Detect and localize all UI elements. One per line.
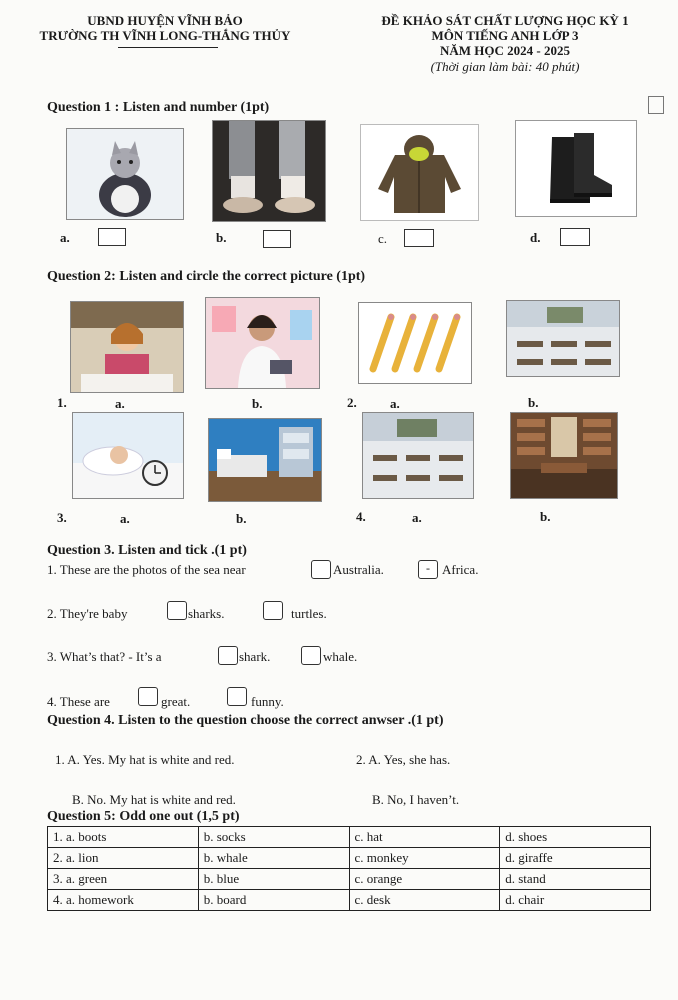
q2-row2-opt-a4: a. bbox=[412, 510, 422, 525]
q1-label-c: c. bbox=[378, 231, 388, 246]
exam-time: (Thời gian làm bài: 40 phút) bbox=[430, 59, 580, 74]
q3-item1-tick-box-2[interactable]: - bbox=[418, 560, 438, 579]
q2-row1-num1: 1. bbox=[57, 395, 67, 410]
header-underline bbox=[118, 47, 218, 48]
q2-row1-num2: 2. bbox=[347, 395, 357, 410]
table-cell: b. board bbox=[198, 890, 349, 911]
table-cell: 2. a. lion bbox=[48, 848, 199, 869]
q2-title: Question 2: Listen and circle the correct picture (1pt) bbox=[47, 269, 366, 284]
q2-row2-num3: 3. bbox=[57, 510, 67, 525]
q1-label-d: d. bbox=[530, 230, 541, 245]
q1-answer-box-b[interactable] bbox=[263, 230, 291, 248]
q2-row2-opt-b3: b. bbox=[236, 511, 247, 526]
table-cell: 4. a. homework bbox=[48, 890, 199, 911]
q2-row1-opt-b2: b. bbox=[528, 395, 539, 410]
q5-title: Question 5: Odd one out (1,5 pt) bbox=[47, 809, 240, 824]
q2-picture-classroom bbox=[506, 300, 620, 377]
q2-picture-library bbox=[510, 412, 618, 499]
q3-item4-text: 4. These are bbox=[47, 694, 110, 709]
school-year: NĂM HỌC 2024 - 2025 bbox=[440, 43, 570, 58]
table-cell: d. stand bbox=[500, 869, 651, 890]
q1-picture-cat bbox=[66, 128, 184, 220]
table-cell: d. shoes bbox=[500, 827, 651, 848]
table-cell: c. monkey bbox=[349, 848, 500, 869]
q1-picture-jacket bbox=[360, 124, 479, 221]
table-row bbox=[48, 827, 651, 848]
table-cell: b. socks bbox=[198, 827, 349, 848]
q4-q1-option-b: B. No. My hat is white and red. bbox=[72, 792, 236, 807]
q3-item4-tick-box-1[interactable] bbox=[138, 687, 158, 706]
table-cell: c. desk bbox=[349, 890, 500, 911]
q3-item3-tick-box-2[interactable] bbox=[301, 646, 321, 665]
q2-row1-opt-a2: a. bbox=[390, 396, 400, 411]
q3-item1-text: 1. These are the photos of the sea near bbox=[47, 562, 246, 577]
odd-one-out-table bbox=[47, 826, 651, 911]
q3-title: Question 3. Listen and tick .(1 pt) bbox=[47, 543, 247, 558]
q1-answer-box-a[interactable] bbox=[98, 228, 126, 246]
q2-row1-opt-b1: b. bbox=[252, 396, 263, 411]
table-row bbox=[48, 890, 651, 911]
q3-item3-opt2: whale. bbox=[323, 649, 358, 664]
school-district: UBND HUYỆN VĨNH BẢO bbox=[87, 13, 243, 28]
table-cell: b. whale bbox=[198, 848, 349, 869]
corner-mark bbox=[648, 96, 664, 114]
q2-row2-num4: 4. bbox=[356, 509, 366, 524]
table-cell: c. hat bbox=[349, 827, 500, 848]
q3-item4-opt1: great. bbox=[161, 694, 191, 709]
q2-row2-opt-a3: a. bbox=[120, 511, 130, 526]
q2-picture-bedroom bbox=[208, 418, 322, 502]
q1-answer-box-d[interactable] bbox=[560, 228, 590, 246]
q3-item2-opt2: turtles. bbox=[291, 606, 327, 621]
q2-row1-opt-a1: a. bbox=[115, 396, 125, 411]
q3-item4-tick-box-2[interactable] bbox=[227, 687, 247, 706]
q3-item1-opt2: Africa. bbox=[442, 562, 479, 577]
q2-row2-opt-b4: b. bbox=[540, 509, 551, 524]
q3-item1-opt1: Australia. bbox=[333, 562, 384, 577]
table-cell: 1. a. boots bbox=[48, 827, 199, 848]
q3-item2-tick-box-1[interactable] bbox=[167, 601, 187, 620]
q2-picture-girl-writing bbox=[70, 301, 184, 393]
q3-item2-text: 2. They're baby bbox=[47, 606, 128, 621]
q1-title: Question 1 : Listen and number (1pt) bbox=[47, 100, 270, 115]
table-cell: d. chair bbox=[500, 890, 651, 911]
school-name: TRƯỜNG TH VĨNH LONG-THẮNG THỦY bbox=[39, 28, 291, 43]
q3-item2-tick-box-2[interactable] bbox=[263, 601, 283, 620]
q1-answer-box-c[interactable] bbox=[404, 229, 434, 247]
q1-label-a: a. bbox=[60, 230, 70, 245]
q1-label-b: b. bbox=[216, 230, 227, 245]
q2-picture-pencils bbox=[358, 302, 472, 384]
table-cell: b. blue bbox=[198, 869, 349, 890]
q1-picture-socks bbox=[212, 120, 326, 222]
exam-title: ĐỀ KHẢO SÁT CHẤT LƯỢNG HỌC KỲ 1 bbox=[381, 13, 629, 28]
q3-item3-tick-box-1[interactable] bbox=[218, 646, 238, 665]
q2-picture-teacher bbox=[205, 297, 320, 389]
q3-item3-opt1: shark. bbox=[239, 649, 271, 664]
q3-item3-text: 3. What’s that? - It’s a bbox=[47, 649, 162, 664]
table-cell: 3. a. green bbox=[48, 869, 199, 890]
q3-item1-tick-box-1[interactable] bbox=[311, 560, 331, 579]
q3-item4-opt2: funny. bbox=[251, 694, 284, 709]
q4-q2-option-a: 2. A. Yes, she has. bbox=[356, 752, 451, 767]
table-cell: c. orange bbox=[349, 869, 500, 890]
q4-q1-option-a: 1. A. Yes. My hat is white and red. bbox=[55, 752, 235, 767]
table-row bbox=[48, 869, 651, 890]
q2-picture-classroom-2 bbox=[362, 412, 474, 499]
q3-item2-opt1: sharks. bbox=[188, 606, 225, 621]
table-cell: d. giraffe bbox=[500, 848, 651, 869]
table-row bbox=[48, 848, 651, 869]
q1-picture-boots bbox=[515, 120, 637, 217]
q4-title: Question 4. Listen to the question choose the correct anwser .(1 pt) bbox=[47, 713, 444, 728]
subject: MÔN TIẾNG ANH LỚP 3 bbox=[431, 28, 579, 43]
q4-q2-option-b: B. No, I haven’t. bbox=[372, 792, 460, 807]
q2-picture-sleeping bbox=[72, 412, 184, 499]
